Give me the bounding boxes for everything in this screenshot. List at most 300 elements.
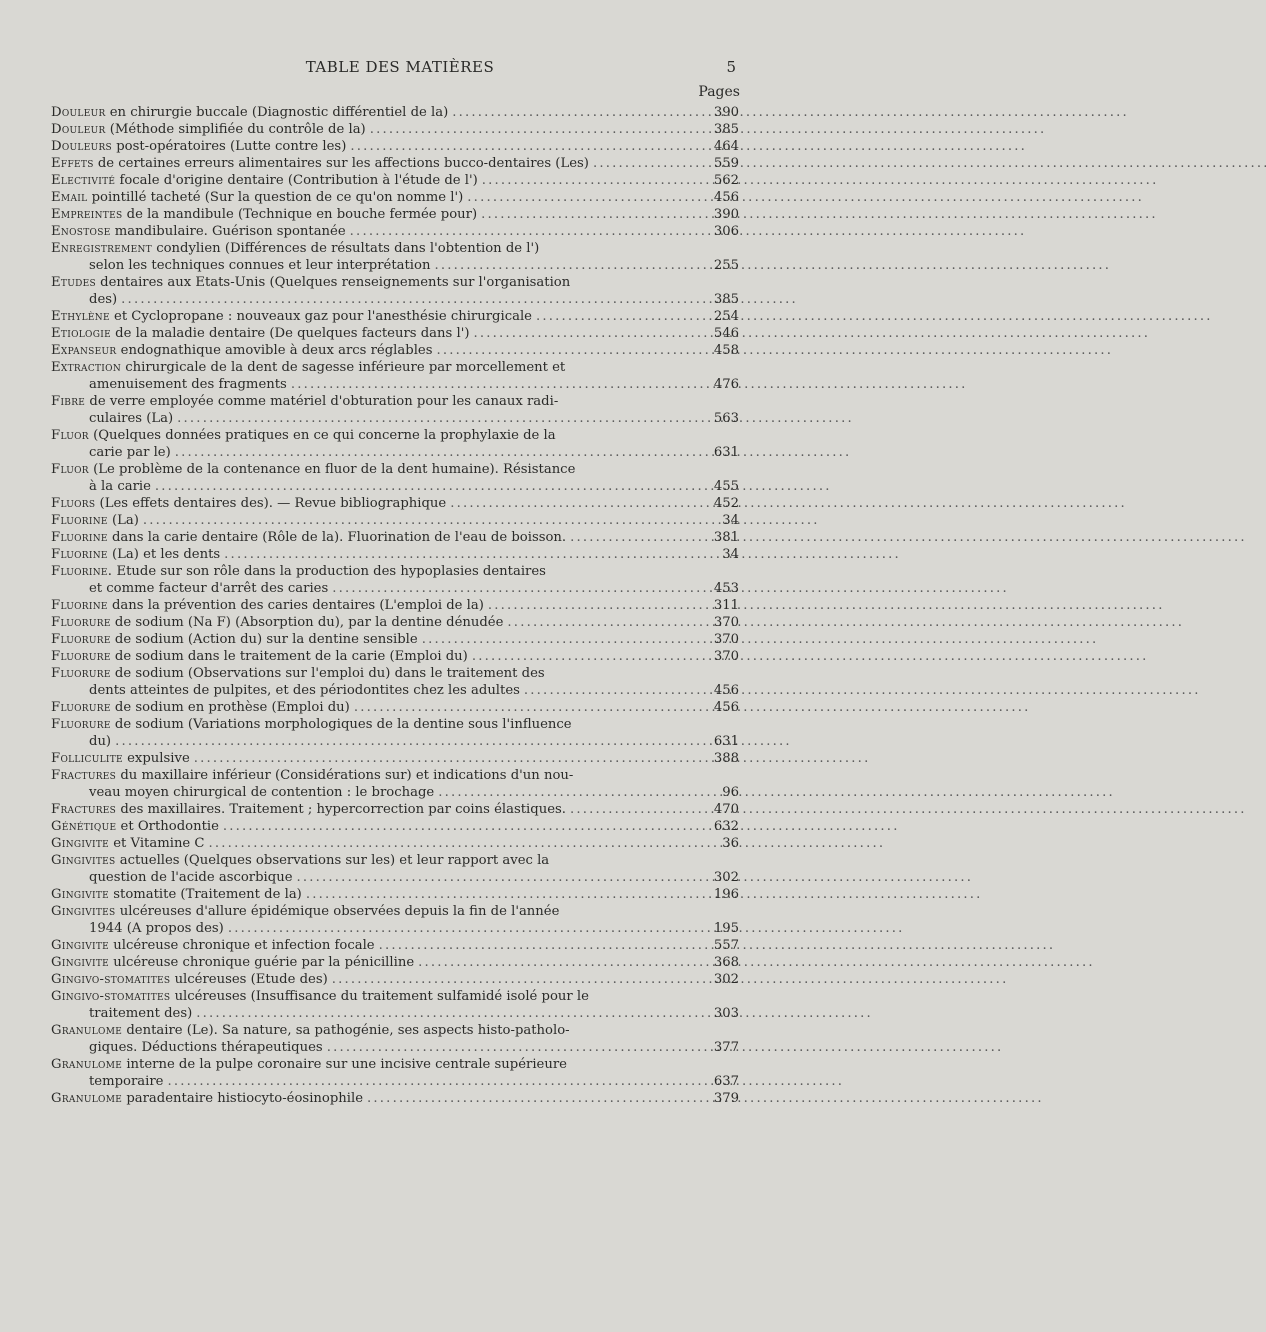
- toc-entry-text: [51, 172, 478, 189]
- toc-page-number: 452: [713, 496, 739, 511]
- toc-entry-text: [51, 988, 589, 1005]
- toc-entry-keyword: Gingivites: [51, 904, 116, 919]
- dot-leader: [121, 291, 709, 308]
- toc-entry-line: [51, 1056, 739, 1073]
- toc-entry-continuation-text: carie par le): [89, 445, 171, 460]
- toc-page-number: 370: [713, 615, 739, 630]
- toc-entry-description: de certaines erreurs alimentaires sur les affections bucco-dentaires (Les): [97, 156, 589, 171]
- toc-entry-keyword: Gingivo-stomatites: [51, 989, 171, 1004]
- dot-leader: [196, 1005, 709, 1022]
- toc-entry-continuation: [51, 784, 739, 801]
- dot-leader: [209, 835, 709, 852]
- toc-entry-description: de sodium en prothèse (Emploi du): [114, 700, 350, 715]
- toc-entry: [51, 529, 739, 546]
- toc-entry-text: [51, 206, 477, 223]
- toc-entry-text: [51, 597, 484, 614]
- toc-entry-text: [51, 529, 566, 546]
- toc-entry: [51, 988, 739, 1022]
- toc-entry-keyword: Gingivite: [51, 887, 110, 902]
- toc-entry-text: [51, 189, 463, 206]
- toc-entry-description: de sodium (Observations sur l'emploi du) dans le traitement des: [114, 666, 545, 681]
- toc-page-number: 196: [713, 887, 739, 902]
- toc-entry-line: [51, 665, 739, 682]
- toc-entry-description: et Vitamine C: [113, 836, 205, 851]
- toc-page-number: 34: [722, 513, 739, 528]
- dot-leader: [350, 223, 709, 240]
- toc-page-number: 456: [713, 683, 739, 698]
- toc-entry-line: [51, 614, 739, 631]
- toc-entry-line: [51, 750, 739, 767]
- toc-page-number: 36: [722, 836, 739, 851]
- toc-entry-text: [51, 359, 565, 376]
- toc-entry-line: [51, 971, 739, 988]
- toc-entry-line: [51, 189, 739, 206]
- toc-entry-text: [51, 512, 139, 529]
- toc-entry: [51, 1022, 739, 1056]
- dot-leader: [473, 325, 709, 342]
- toc-entry-continuation: [51, 1005, 739, 1022]
- toc-entry-description: dans la carie dentaire (Rôle de la). Fluorination de l'eau de boisson.: [111, 530, 567, 545]
- toc-entry-line: [51, 529, 739, 546]
- toc-entry-keyword: Effets: [51, 156, 94, 171]
- toc-entry-description: chirurgicale de la dent de sagesse inférieure par morcellement et: [125, 360, 566, 375]
- toc-entry-description: post-opératoires (Lutte contre les): [116, 139, 347, 154]
- dot-leader: [450, 495, 709, 512]
- toc-page-number: 370: [713, 632, 739, 647]
- toc-entry-continuation-text: traitement des): [89, 1006, 193, 1021]
- dot-leader: [306, 886, 709, 903]
- toc-entry-keyword: Enregistrement: [51, 241, 152, 256]
- toc-page-number: 255: [713, 258, 739, 273]
- toc-page-number: 370: [713, 649, 739, 664]
- toc-entry-description: mandibulaire. Guérison spontanée: [114, 224, 346, 239]
- toc-page-number: 456: [713, 700, 739, 715]
- toc-entry-description: actuelles (Quelques observations sur les) et leur rapport avec la: [119, 853, 550, 868]
- toc-entry-keyword: Fluorure: [51, 615, 111, 630]
- toc-entry-continuation-text: 1944 (A propos des): [89, 921, 224, 936]
- toc-entry-description: de la maladie dentaire (De quelques facteurs dans l'): [115, 326, 470, 341]
- toc-entry-line: [51, 648, 739, 665]
- toc-page-number: 302: [713, 972, 739, 987]
- toc-entry-continuation: [51, 869, 739, 886]
- toc-entry: [51, 801, 739, 818]
- dot-leader: [228, 920, 709, 937]
- toc-entry-line: [51, 1022, 739, 1039]
- page-header: [0, 58, 800, 78]
- toc-page-number: 381: [713, 530, 739, 545]
- toc-entry-line: [51, 427, 739, 444]
- toc-entry: [51, 206, 739, 223]
- toc-entry: [51, 818, 739, 835]
- toc-entry-line: [51, 461, 739, 478]
- toc-entry-line: [51, 563, 739, 580]
- toc-entry: [51, 716, 739, 750]
- toc-entry-description: ulcéreuse chronique et infection focale: [113, 938, 375, 953]
- toc-page-number: 632: [713, 819, 739, 834]
- toc-entry-line: [51, 699, 739, 716]
- toc-entry-text: [51, 274, 570, 291]
- dot-leader: [297, 869, 710, 886]
- page-number: 5: [726, 58, 736, 76]
- dot-leader: [570, 801, 709, 818]
- toc-entry-text: [51, 495, 446, 512]
- toc-entry-continuation-text: question de l'acide ascorbique: [89, 870, 293, 885]
- toc-entry-text: [51, 767, 573, 784]
- toc-entry-keyword: Gingivites: [51, 853, 116, 868]
- toc-entry-description: des maxillaires. Traitement ; hypercorrection par coins élastiques.: [120, 802, 566, 817]
- toc-entry-keyword: Granulome: [51, 1057, 123, 1072]
- toc-entry-continuation: [51, 410, 739, 427]
- toc-entry-keyword: Fluor: [51, 428, 89, 443]
- dot-leader: [524, 682, 709, 699]
- toc-entry-keyword: Empreintes: [51, 207, 123, 222]
- toc-entry: [51, 512, 739, 529]
- toc-entry-text: [51, 138, 346, 155]
- toc-entry-keyword: Granulome: [51, 1091, 123, 1106]
- toc-entry: [51, 614, 739, 631]
- toc-entry-keyword: Folliculite: [51, 751, 123, 766]
- toc-entry: [51, 835, 739, 852]
- toc-entry-text: [51, 104, 448, 121]
- toc-entry-text: [51, 716, 572, 733]
- toc-page-number: 379: [713, 1091, 739, 1106]
- toc-entry-continuation: [51, 733, 739, 750]
- toc-entry-description: dentaire (Le). Sa nature, sa pathogénie, ses aspects histo-patholo-: [126, 1023, 570, 1038]
- toc-entry: [51, 1056, 739, 1090]
- toc-entry-line: [51, 512, 739, 529]
- toc-entry-keyword: Fluor: [51, 462, 89, 477]
- toc-page-number: 195: [713, 921, 739, 936]
- toc-entry-keyword: Génétique: [51, 819, 117, 834]
- toc-page-number: 390: [713, 207, 739, 222]
- toc-entry-text: [51, 801, 566, 818]
- toc-entry-description: (La) et les dents: [111, 547, 221, 562]
- toc-entry-text: [51, 1090, 363, 1107]
- toc-entry-keyword: Gingivite: [51, 955, 110, 970]
- toc-page-number: 303: [713, 1006, 739, 1021]
- toc-entry: [51, 631, 739, 648]
- toc-entry: [51, 393, 739, 427]
- dot-leader: [370, 121, 709, 138]
- toc-entry-line: [51, 138, 739, 155]
- toc-entry-text: [51, 903, 559, 920]
- dot-leader: [418, 954, 709, 971]
- toc-page-number: 563: [713, 411, 739, 426]
- toc-page-number: 377: [713, 1040, 739, 1055]
- toc-entry: [51, 954, 739, 971]
- toc-entry: [51, 1090, 739, 1107]
- toc-entry-description: de la mandibule (Technique en bouche fermée pour): [126, 207, 478, 222]
- toc-entry-continuation: [51, 920, 739, 937]
- toc-entry-description: de verre employée comme matériel d'obturation pour les canaux radi-: [89, 394, 559, 409]
- toc-entry-continuation-text: temporaire: [89, 1074, 164, 1089]
- toc-entry-continuation-text: giques. Déductions thérapeutiques: [89, 1040, 323, 1055]
- toc-entry-keyword: Fluorine: [51, 530, 108, 545]
- toc-entry: [51, 240, 739, 274]
- toc-entry-description: (La): [111, 513, 139, 528]
- toc-entry-text: [51, 121, 366, 138]
- toc-page-number: 458: [713, 343, 739, 358]
- toc-entry-text: [51, 835, 205, 852]
- toc-entry-description: ulcéreuse chronique guérie par la pénicilline: [113, 955, 415, 970]
- dot-leader: [488, 597, 709, 614]
- toc-entry-text: [51, 852, 549, 869]
- dot-leader: [379, 937, 709, 954]
- toc-entry-text: [51, 223, 346, 240]
- toc-entry-continuation: [51, 682, 739, 699]
- toc-entry-text: [51, 240, 539, 257]
- dot-leader: [350, 138, 709, 155]
- toc-entry-continuation: [51, 444, 739, 461]
- toc-entry-text: [51, 308, 532, 325]
- toc-entry-text: [51, 155, 589, 172]
- toc-entry-line: [51, 121, 739, 138]
- toc-page-number: 476: [713, 377, 739, 392]
- toc-page-number: 390: [713, 105, 739, 120]
- toc-entry-continuation-text: selon les techniques connues et leur interprétation: [89, 258, 431, 273]
- toc-entry-keyword: Gingivite: [51, 836, 110, 851]
- toc-entry-text: [51, 1022, 570, 1039]
- toc-entry-description: de sodium (Action du) sur la dentine sensible: [114, 632, 418, 647]
- toc-entry: [51, 648, 739, 665]
- toc-entry-text: [51, 325, 469, 342]
- toc-entry-text: [51, 631, 418, 648]
- toc-entry-keyword: Douleurs: [51, 139, 113, 154]
- toc-entry-line: [51, 767, 739, 784]
- toc-entry-text: [51, 648, 468, 665]
- toc-entry-text: [51, 954, 414, 971]
- toc-entry-description: focale d'origine dentaire (Contribution à l'étude de l'): [119, 173, 478, 188]
- toc-entry-keyword: Ethylène: [51, 309, 110, 324]
- toc-entry-line: [51, 631, 739, 648]
- toc-entry-description: expulsive: [127, 751, 190, 766]
- toc-entry-line: [51, 597, 739, 614]
- toc-entry-continuation: [51, 1039, 739, 1056]
- toc-entry-keyword: Fluorure: [51, 666, 111, 681]
- toc-entry: [51, 937, 739, 954]
- toc-entry-continuation-text: et comme facteur d'arrêt des caries: [89, 581, 329, 596]
- pages-column-label: Pages: [698, 84, 740, 100]
- dot-leader: [194, 750, 709, 767]
- dot-leader: [434, 257, 709, 274]
- toc-page-number: 562: [713, 173, 739, 188]
- toc-entry-line: [51, 393, 739, 410]
- toc-entry-keyword: Fluorure: [51, 632, 111, 647]
- toc-entry: [51, 155, 739, 172]
- toc-entry-keyword: Gingivite: [51, 938, 110, 953]
- toc-entry-line: [51, 903, 739, 920]
- toc-page-number: 631: [713, 445, 739, 460]
- toc-entry-text: [51, 393, 558, 410]
- toc-entry-keyword: Douleur: [51, 105, 106, 120]
- toc-page-number: 559: [713, 156, 739, 171]
- toc-page-number: 453: [713, 581, 739, 596]
- toc-entry: [51, 546, 739, 563]
- toc-entry-description: ulcéreuses d'allure épidémique observées depuis la fin de l'année: [119, 904, 560, 919]
- toc-entry-keyword: Electivité: [51, 173, 116, 188]
- dot-leader: [507, 614, 709, 631]
- toc-entry-keyword: Enostose: [51, 224, 111, 239]
- toc-entry-keyword: Fluorine: [51, 513, 108, 528]
- dot-leader: [482, 172, 709, 189]
- toc-entry: [51, 886, 739, 903]
- dot-leader: [177, 410, 709, 427]
- toc-entry-text: [51, 427, 556, 444]
- toc-entry-description: (Méthode simplifiée du contrôle de la): [109, 122, 366, 137]
- toc-entry-description: de sodium (Variations morphologiques de la dentine sous l'influence: [114, 717, 572, 732]
- toc-entry-text: [51, 818, 219, 835]
- toc-entry-keyword: Fluorine: [51, 598, 108, 613]
- toc-page-number: 631: [713, 734, 739, 749]
- dot-leader: [332, 580, 709, 597]
- dot-leader: [224, 546, 709, 563]
- toc-entry-description: endognathique amovible à deux arcs réglables: [120, 343, 433, 358]
- dot-leader: [570, 529, 709, 546]
- dot-leader: [536, 308, 709, 325]
- toc-page-number: 456: [713, 190, 739, 205]
- toc-entry: [51, 359, 739, 393]
- toc-entry-continuation-text: veau moyen chirurgical de contention : le brochage: [89, 785, 435, 800]
- toc-entry: [51, 852, 739, 886]
- toc-entry-text: [51, 971, 328, 988]
- dot-leader: [593, 155, 709, 172]
- toc-entry-description: dans la prévention des caries dentaires (L'emploi de la): [111, 598, 484, 613]
- toc-entry-continuation: [51, 257, 739, 274]
- toc-entry: [51, 495, 739, 512]
- toc-entry-description: (Quelques données pratiques en ce qui concerne la prophylaxie de la: [93, 428, 556, 443]
- toc-entry-keyword: Etiologie: [51, 326, 111, 341]
- toc-entry: [51, 597, 739, 614]
- toc-entry-keyword: Fractures: [51, 768, 117, 783]
- toc-page-number: 557: [713, 938, 739, 953]
- dot-leader: [332, 971, 709, 988]
- toc-entry-text: [51, 614, 503, 631]
- toc-entry-line: [51, 954, 739, 971]
- toc-entry-continuation-text: culaires (La): [89, 411, 174, 426]
- toc-entry-line: [51, 325, 739, 342]
- toc-entry-line: [51, 546, 739, 563]
- toc-entry-continuation-text: à la carie: [89, 479, 151, 494]
- toc-entry-line: [51, 835, 739, 852]
- toc-entry-line: [51, 172, 739, 189]
- toc-entry-keyword: Gingivo-stomatites: [51, 972, 171, 987]
- toc-entry-keyword: Fluorure: [51, 717, 111, 732]
- toc-entry: [51, 563, 739, 597]
- toc-entry-keyword: Fibre: [51, 394, 86, 409]
- toc-entry: [51, 767, 739, 801]
- toc-entry: [51, 121, 739, 138]
- dot-leader: [143, 512, 709, 529]
- toc-entry-line: [51, 206, 739, 223]
- toc-entry-line: [51, 716, 739, 733]
- toc-page-number: 470: [713, 802, 739, 817]
- toc-entry-description: paradentaire histiocyto-éosinophile: [126, 1091, 364, 1106]
- toc-entry-line: [51, 274, 739, 291]
- toc-entry: [51, 274, 739, 308]
- toc-entry-text: [51, 1056, 567, 1073]
- toc-entry-description: (Les effets dentaires des). — Revue bibliographique: [99, 496, 447, 511]
- toc-entry-keyword: Fractures: [51, 802, 117, 817]
- dot-leader: [327, 1039, 709, 1056]
- toc-entry-continuation-text: du): [89, 734, 112, 749]
- toc-entry-continuation: [51, 580, 739, 597]
- toc-entry-description: Etude sur son rôle dans la production des hypoplasies dentaires: [116, 564, 546, 579]
- toc-entry-text: [51, 699, 350, 716]
- toc-entry-text: [51, 342, 433, 359]
- toc-entry-line: [51, 104, 739, 121]
- toc-entry: [51, 104, 739, 121]
- toc-page-number: 34: [722, 547, 739, 562]
- toc-page-number: 368: [713, 955, 739, 970]
- toc-page-number: 385: [713, 292, 739, 307]
- dot-leader: [291, 376, 709, 393]
- toc-page-number: 302: [713, 870, 739, 885]
- toc-page-number: 306: [713, 224, 739, 239]
- toc-page-number: 546: [713, 326, 739, 341]
- table-of-contents: [51, 104, 739, 1107]
- toc-entry-line: [51, 359, 739, 376]
- toc-entry-continuation-text: amenuisement des fragments: [89, 377, 287, 392]
- toc-entry-text: [51, 665, 545, 682]
- toc-entry-text: [51, 937, 375, 954]
- toc-entry-text: [51, 461, 575, 478]
- toc-entry-description: ulcéreuses (Etude des): [174, 972, 328, 987]
- toc-entry-line: [51, 223, 739, 240]
- toc-entry-keyword: Fluorine: [51, 547, 108, 562]
- toc-page-number: 311: [713, 598, 739, 613]
- dot-leader: [438, 784, 709, 801]
- toc-entry: [51, 665, 739, 699]
- toc-entry-description: condylien (Différences de résultats dans l'obtention de l'): [156, 241, 540, 256]
- toc-entry-continuation: [51, 376, 739, 393]
- toc-entry-text: [51, 750, 190, 767]
- toc-entry-line: [51, 342, 739, 359]
- dot-leader: [437, 342, 710, 359]
- dot-leader: [452, 104, 709, 121]
- dot-leader: [354, 699, 709, 716]
- toc-entry-keyword: Granulome: [51, 1023, 123, 1038]
- toc-entry-line: [51, 937, 739, 954]
- toc-entry-keyword: Expanseur: [51, 343, 117, 358]
- toc-page-number: 455: [713, 479, 739, 494]
- toc-entry: [51, 461, 739, 495]
- toc-entry: [51, 971, 739, 988]
- toc-entry-line: [51, 852, 739, 869]
- toc-entry-keyword: Fluors: [51, 496, 96, 511]
- toc-entry-keyword: Etudes: [51, 275, 96, 290]
- toc-entry-line: [51, 886, 739, 903]
- toc-entry-description: (Le problème de la contenance en fluor de la dent humaine). Résistance: [93, 462, 576, 477]
- toc-entry-line: [51, 240, 739, 257]
- dot-leader: [481, 206, 709, 223]
- dot-leader: [422, 631, 709, 648]
- toc-entry-description: ulcéreuses (Insuffisance du traitement sulfamidé isolé pour le: [174, 989, 589, 1004]
- toc-entry-text: [51, 886, 302, 903]
- toc-entry-keyword: Fluorure: [51, 649, 111, 664]
- page-title: TABLE DES MATIÈRES: [305, 58, 495, 76]
- toc-entry-description: pointillé tacheté (Sur la question de ce qu'on nomme l'): [91, 190, 464, 205]
- toc-entry: [51, 699, 739, 716]
- toc-page-number: 385: [713, 122, 739, 137]
- toc-entry-keyword: Fluorure: [51, 700, 111, 715]
- toc-entry-continuation-text: des): [89, 292, 118, 307]
- dot-leader: [167, 1073, 709, 1090]
- toc-entry-line: [51, 308, 739, 325]
- toc-entry-description: et Orthodontie: [120, 819, 219, 834]
- toc-page-number: 96: [722, 785, 739, 800]
- toc-entry-line: [51, 155, 739, 172]
- dot-leader: [115, 733, 709, 750]
